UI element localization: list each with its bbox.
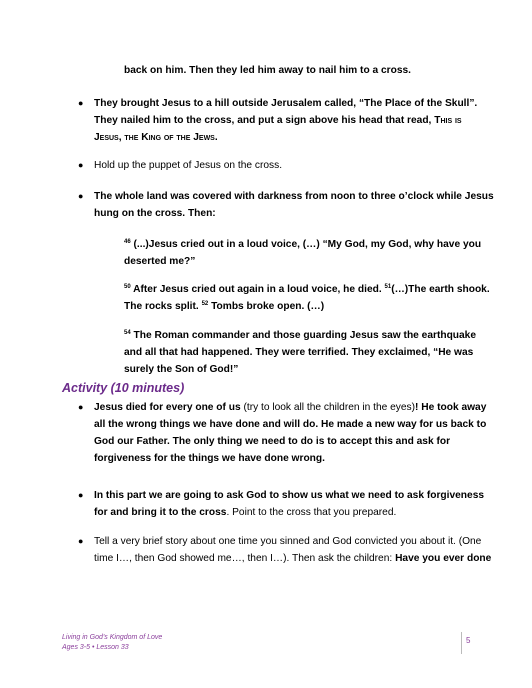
bullet-3-line-2: hung on the cross. Then:: [94, 208, 216, 219]
bullet-1-line-2: They nailed him to the cross, and put a sign above his head that read, This is: [94, 115, 462, 126]
activity-heading: Activity (10 minutes): [62, 381, 185, 395]
verse-54-line-1: $^{54}$ The Roman commander and those guarding Jesus saw the earthquake: [124, 330, 477, 341]
activity-bullet-2-line-1: In this part we are going to ask God to show us what we need to ask forgiveness: [94, 490, 485, 501]
bullet-marker: ●: [78, 402, 84, 412]
bullet-marker: ●: [78, 191, 84, 201]
verse-46-line-2: deserted me?”: [124, 256, 196, 267]
verse-50-line-2: The rocks split. $^{52}$ Tombs broke open. (…): [124, 301, 325, 312]
footer-title: Living in God’s Kingdom of Love: [62, 634, 163, 641]
activity-bullet-1-line-2: all the wrong things we have done and will do. He made a new way for us back to: [94, 419, 487, 430]
footer-divider: [461, 632, 462, 654]
activity-bullet-1-line-1: Jesus died for every one of us (try to look all the children in the eyes)! He took away: [94, 402, 487, 413]
activity-bullet-1-line-3: God our Father. The only thing we need to do is to accept this and ask for: [94, 436, 451, 447]
continuation-text: back on him. Then they led him away to nail him to a cross.: [124, 65, 412, 76]
bullet-marker: ●: [78, 490, 84, 500]
verse-46-line-1: $^{46}$ (...)Jesus cried out in a loud voice, (…) “My God, my God, why have you: [124, 239, 482, 250]
bullet-1-line-3: Jesus, the King of the Jews.: [94, 132, 218, 143]
activity-bullet-1-line-4: forgiveness for the things we have done wrong.: [94, 453, 325, 464]
activity-bullet-3-line-2: time I…, then God showed me…, then I…). Then ask the children: Have you ever done: [94, 553, 492, 564]
bullet-3-line-1: The whole land was covered with darkness from noon to three o’clock while Jesus: [94, 191, 494, 202]
bullet-marker: ●: [78, 98, 84, 108]
bullet-2-line-1: Hold up the puppet of Jesus on the cross.: [94, 160, 283, 171]
activity-bullet-2-line-2: for and bring it to the cross. Point to the cross that you prepared.: [94, 507, 397, 518]
footer-subtitle: Ages 3-5 • Lesson 33: [62, 644, 129, 651]
bullet-marker: ●: [78, 160, 84, 170]
activity-bullet-3-line-1: Tell a very brief story about one time you sinned and God convicted you about it. (One: [94, 536, 482, 547]
bullet-1-line-1: They brought Jesus to a hill outside Jerusalem called, “The Place of the Skull”.: [94, 98, 478, 109]
bullet-marker: ●: [78, 536, 84, 546]
verse-50-line-1: $^{50}$ After Jesus cried out again in a loud voice, he died. $^{51}$(…)The earth shook.: [124, 284, 490, 295]
verse-54-line-2: and all that had happened. They were terrified. They exclaimed, “He was: [124, 347, 474, 358]
page-number: 5: [466, 636, 471, 645]
verse-54-line-3: surely the Son of God!”: [124, 364, 239, 375]
